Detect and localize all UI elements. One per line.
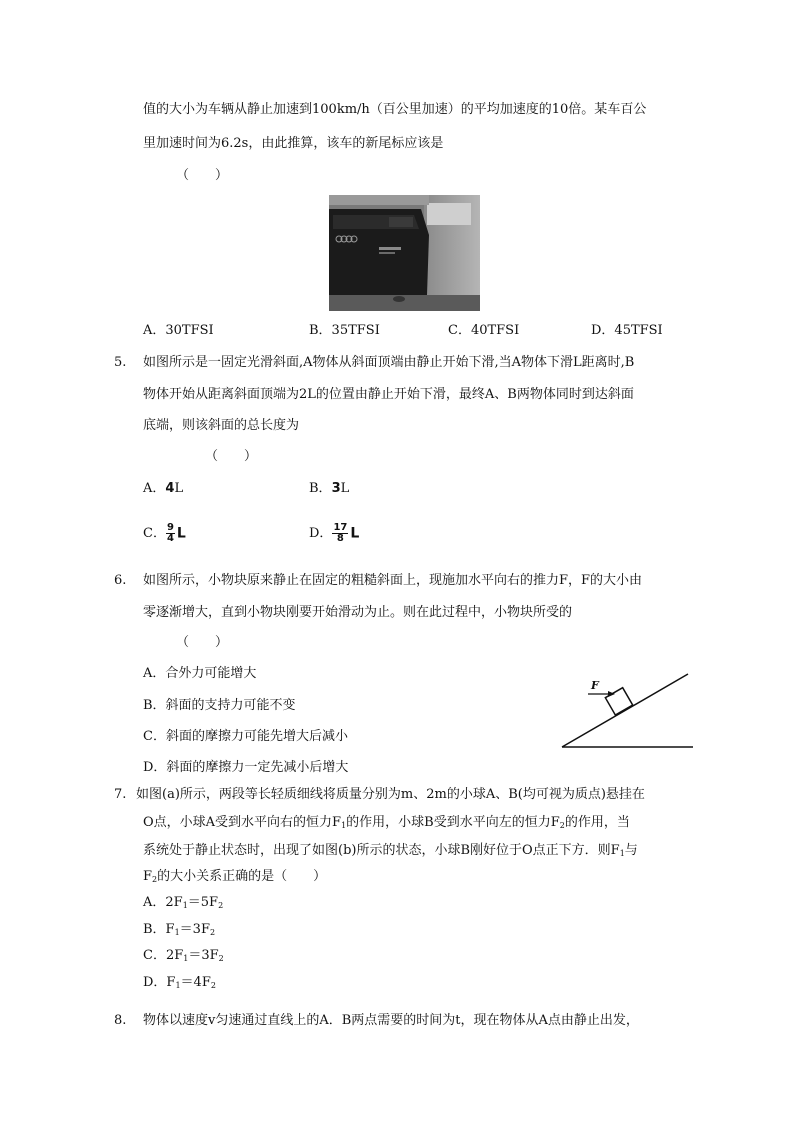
q7-text-line4: $F_2$的大小关系正确的是（ ） (143, 869, 327, 884)
q5-option-a: A．4L (143, 481, 184, 496)
q5-option-c: C． $\frac{9}{4}$ L (143, 522, 186, 544)
q7-option-c: C．$2F_1=3F_2$ (143, 948, 224, 963)
q7-option-a: A．$2F_1=5F_2$ (143, 895, 224, 910)
q4-option-b: B．35TFSI (309, 323, 380, 338)
q4-option-d: D．45TFSI (591, 323, 663, 338)
q4-text-line2: 里加速时间为6.2s，由此推算，该车的新尾标应该是 (143, 136, 444, 151)
q5-answer-paren: （ ） (205, 449, 258, 464)
q6-text-line1: 如图所示，小物块原来静止在固定的粗糙斜面上，现施加水平向右的推力F，F的大小由 (143, 573, 643, 588)
force-label: F (591, 679, 599, 692)
q8-number: 8. (114, 1013, 127, 1028)
q4-option-a: A．30TFSI (143, 323, 214, 338)
q4-answer-paren: （ ） (176, 168, 229, 183)
q6-answer-paren: （ ） (176, 635, 229, 650)
q5-text-line2: 物体开始从距离斜面顶端为2L的位置由静止开始下滑，最终A、B两物体同时到达斜面 (143, 387, 634, 402)
q6-number: 6. (114, 573, 127, 588)
incline-line (562, 674, 688, 747)
car-rear-photo (329, 195, 480, 311)
q5-text-line1: 如图所示是一固定光滑斜面,A物体从斜面顶端由静止开始下滑,当A物体下滑L距离时,B (143, 355, 635, 370)
q5-number: 5. (114, 355, 127, 370)
q7-text-line3: 系统处于静止状态时，出现了如图(b)所示的状态，小球B刚好位于O点正下方．则$F_1$与 (143, 843, 638, 858)
q6-option-a: A．合外力可能增大 (143, 666, 257, 681)
q4-text-line1: 值的大小为车辆从静止加速到100km/h（百公里加速）的平均加速度的10倍。某车百公 (143, 102, 647, 117)
q7-option-b: B．$F_1=3F_2$ (143, 922, 216, 937)
q6-option-c: C．斜面的摩擦力可能先增大后减小 (143, 729, 348, 744)
q8-text-line1: 物体以速度v匀速通过直线上的A．B两点需要的时间为t，现在物体从A点由静止出发， (143, 1013, 639, 1028)
q6-option-b: B．斜面的支持力可能不变 (143, 698, 296, 713)
q7-option-d: D．$F_1=4F_2$ (143, 975, 216, 990)
incline-diagram (560, 670, 700, 752)
q5-text-line3: 底端，则该斜面的总长度为 (143, 418, 300, 433)
q5-option-d: D． $\frac{17}{8}$ L (309, 522, 360, 544)
q4-option-c: C．40TFSI (448, 323, 520, 338)
q7-text-line1: 如图(a)所示，两段等长轻质细线将质量分别为m、2m的小球A、B(均可视为质点)悬挂在 (136, 787, 645, 802)
q6-text-line2: 零逐渐增大，直到小物块刚要开始滑动为止。则在此过程中，小物块所受的 (143, 605, 573, 620)
q7-number: 7. (114, 787, 127, 802)
q5-option-b: B．3L (309, 481, 350, 496)
q6-option-d: D．斜面的摩擦力一定先减小后增大 (143, 760, 349, 775)
q7-text-line2: O点，小球A受到水平向右的恒力$F_1$的作用，小球B受到水平向左的恒力$F_2$的作用，当 (143, 815, 630, 830)
